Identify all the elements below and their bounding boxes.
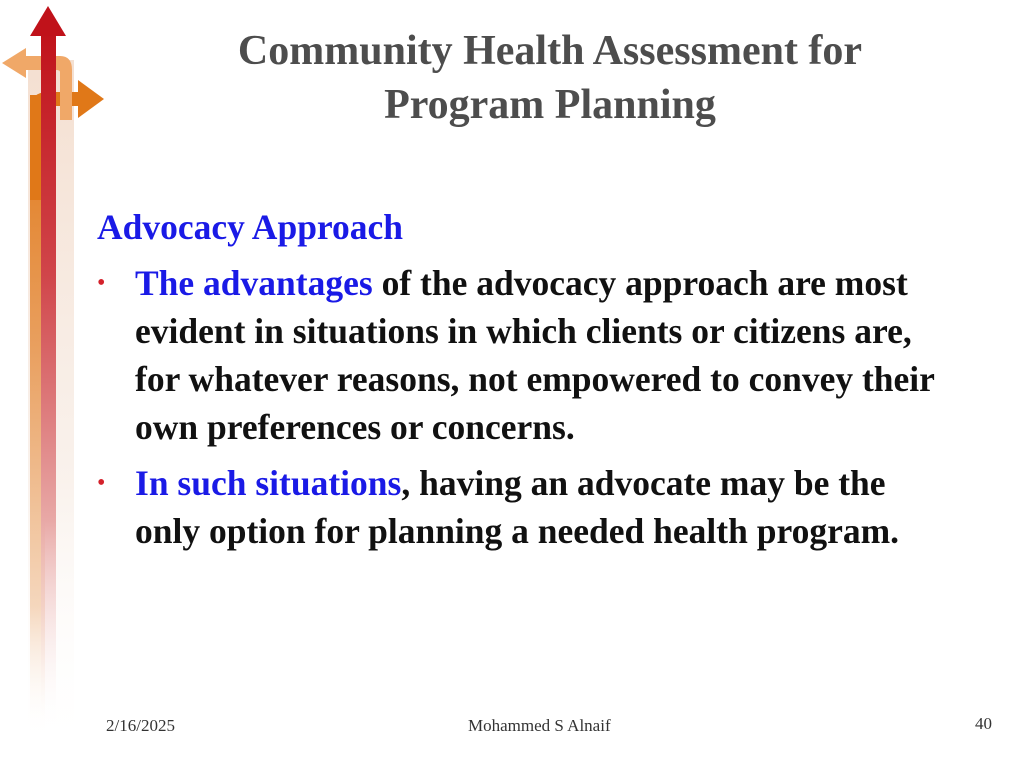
orange-right-arrowhead [78, 80, 104, 118]
title-line-2: Program Planning [384, 82, 716, 128]
bullet-highlight: In such situations [135, 463, 402, 503]
bullet-icon: • [97, 470, 106, 496]
bullet-highlight: The advantages [135, 263, 373, 303]
arrows-decoration-icon [0, 0, 110, 768]
orange-left-arrowhead [2, 48, 26, 78]
red-shaft [41, 30, 56, 730]
title-line-1: Community Health Assessment for [237, 28, 863, 74]
red-up-arrowhead [30, 6, 66, 36]
bullet-icon: • [97, 270, 106, 296]
footer-author: Mohammed S Alnaif [468, 716, 611, 735]
slide-body [97, 203, 957, 563]
page-number: 40 [975, 714, 992, 733]
bullet-text: of the advocacy approach are most evident in situations in which clients or citizens are, for whatever reasons, not empowered to convey their own preferences or concerns. [135, 263, 935, 447]
bullet-text: , having an advocate may be the only option for planning a needed health program. [135, 463, 900, 551]
section-heading: Advocacy Approach [97, 207, 404, 247]
bullet-item [97, 259, 957, 451]
bullet-item [97, 459, 957, 555]
slide-title [150, 24, 950, 132]
footer-date: 2/16/2025 [106, 716, 175, 735]
